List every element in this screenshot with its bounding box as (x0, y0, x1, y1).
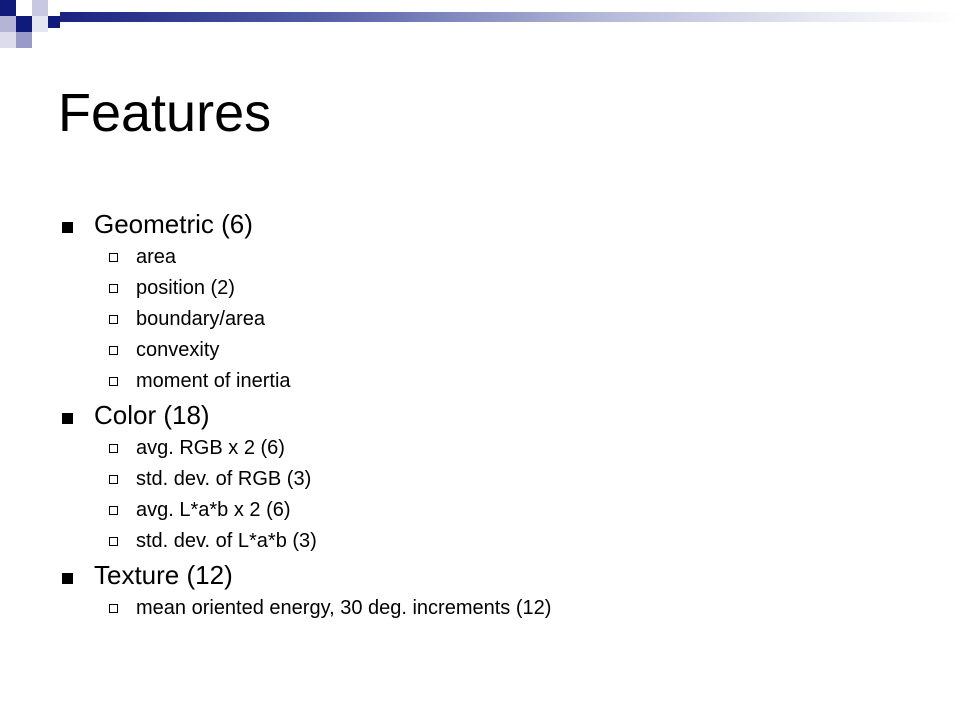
bullet-level2-label: area (136, 246, 177, 268)
bullet-level2-label: avg. RGB x 2 (6) (136, 437, 285, 459)
bullet-level1-label: Color (18) (94, 400, 210, 430)
bullet-level2-label: moment of inertia (136, 370, 291, 392)
bullet-level2 (60, 433, 940, 464)
decor-square (16, 16, 32, 32)
square-bullet-icon (62, 573, 73, 584)
decor-square (16, 0, 32, 16)
decor-square (0, 32, 16, 48)
hollow-square-bullet-icon (109, 346, 118, 355)
bullet-level2-label: std. dev. of RGB (3) (136, 468, 312, 490)
hollow-square-bullet-icon (109, 253, 118, 262)
slide-title: Features (58, 83, 272, 143)
bullet-level1-label: Texture (12) (94, 560, 233, 590)
bullet-level2 (60, 335, 940, 366)
bullet-level2 (60, 464, 940, 495)
decor-square (32, 0, 48, 16)
bullet-level2 (60, 526, 940, 557)
bullet-level1 (60, 206, 940, 242)
bullet-level2 (60, 304, 940, 335)
bullet-level2-label: boundary/area (136, 308, 265, 330)
decor-square (32, 32, 48, 48)
hollow-square-bullet-icon (109, 315, 118, 324)
bullet-level2 (60, 593, 940, 624)
bullet-level2 (60, 366, 940, 397)
bullet-level2-label: position (2) (136, 277, 235, 299)
bullet-level2-label: avg. L*a*b x 2 (6) (136, 499, 291, 521)
bullet-level2 (60, 495, 940, 526)
bullet-level1 (60, 397, 940, 433)
hollow-square-bullet-icon (109, 444, 118, 453)
hollow-square-bullet-icon (109, 506, 118, 515)
bullet-level1 (60, 557, 940, 593)
hollow-square-bullet-icon (109, 475, 118, 484)
decor-square (48, 16, 60, 28)
bullet-level2 (60, 242, 940, 273)
hollow-square-bullet-icon (109, 377, 118, 386)
hollow-square-bullet-icon (109, 284, 118, 293)
bullet-level2-label: mean oriented energy, 30 deg. increments (12) (136, 597, 552, 619)
hollow-square-bullet-icon (109, 537, 118, 546)
bullet-list (60, 206, 940, 624)
bullet-level2 (60, 273, 940, 304)
square-bullet-icon (62, 222, 73, 233)
decor-square (32, 16, 48, 32)
bullet-level2-label: std. dev. of L*a*b (3) (136, 530, 317, 552)
bullet-level2-label: convexity (136, 339, 220, 361)
decor-square (16, 32, 32, 48)
decor-square (0, 16, 16, 32)
header-gradient-bar (60, 12, 960, 22)
decor-square (0, 0, 16, 16)
hollow-square-bullet-icon (109, 604, 118, 613)
bullet-level1-label: Geometric (6) (94, 209, 253, 239)
square-bullet-icon (62, 413, 73, 424)
